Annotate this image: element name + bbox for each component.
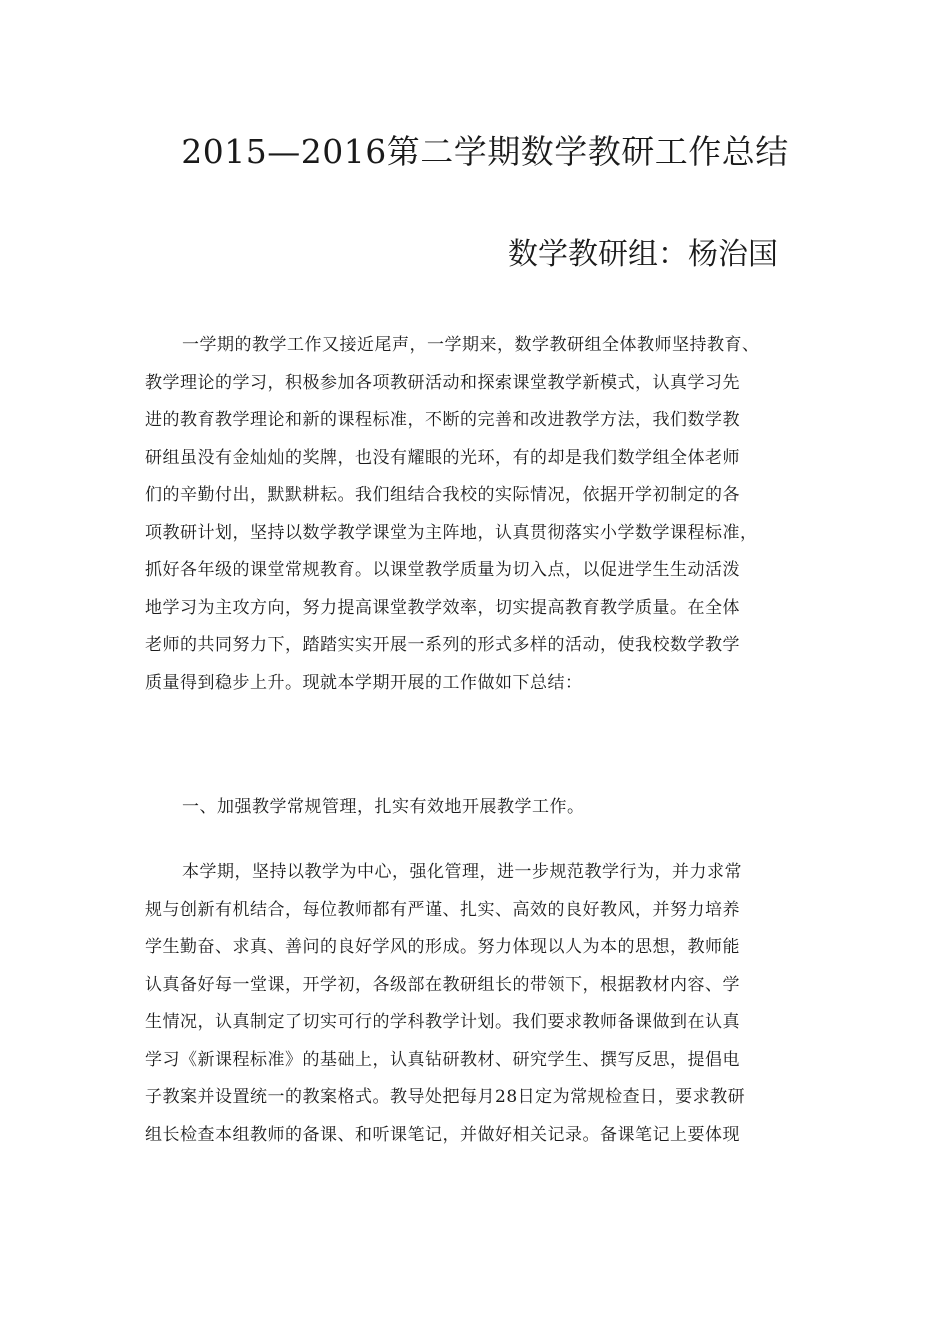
- text-line: 们的辛勤付出，默默耕耘。我们组结合我校的实际情况，依据开学初制定的各: [145, 485, 740, 505]
- paragraph-section-1: [145, 854, 805, 1154]
- text-line: 一学期的教学工作又接近尾声，一学期来，数学教研组全体教师坚持教育、: [182, 335, 760, 355]
- text-line: 生情况，认真制定了切实可行的学科教学计划。我们要求教师备课做到在认真: [145, 1012, 740, 1032]
- text-line: 认真备好每一堂课，开学初，各级部在教研组长的带领下，根据教材内容、学: [145, 974, 740, 995]
- text-line: 老师的共同努力下，踏踏实实开展一系列的形式多样的活动，使我校数学教学: [145, 635, 740, 655]
- paragraph-intro: [145, 327, 805, 702]
- text-line: 项教研计划，坚持以数学教学课堂为主阵地，认真贯彻落实小学数学课程标准，: [145, 522, 758, 543]
- text-line: 地学习为主攻方向，努力提高课堂教学效率，切实提高教育教学质量。在全体: [145, 597, 740, 618]
- text-line: 规与创新有机结合，每位教师都有严谨、扎实、高效的良好教风，并努力培养: [145, 899, 740, 920]
- text-line: 教学理论的学习，积极参加各项教研活动和探索课堂教学新模式，认真学习先: [145, 372, 740, 393]
- section-heading-text: 一、加强教学常规管理，扎实有效地开展教学工作。: [182, 797, 585, 817]
- text-line: 组长检查本组教师的备课、和听课笔记，并做好相关记录。备课笔记上要体现: [145, 1124, 740, 1145]
- text-line: 本学期，坚持以教学为中心，强化管理，进一步规范教学行为，并力求常: [182, 862, 742, 882]
- text-line: 进的教育教学理论和新的课程标准，不断的完善和改进教学方法，我们数学教: [145, 410, 740, 430]
- text-line: 质量得到稳步上升。现就本学期开展的工作做如下总结：: [145, 672, 583, 693]
- text-line: 抓好各年级的课堂常规教育。以课堂教学质量为切入点，以促进学生生动活泼: [145, 560, 740, 580]
- text-line: 子教案并设置统一的教案格式。教导处把每月28日定为常规检查日，要求教研: [145, 1087, 746, 1107]
- text-line: 研组虽没有金灿灿的奖牌，也没有耀眼的光环，有的却是我们数学组全体老师: [145, 447, 740, 468]
- document-title: 2015—2016第二学期数学教研工作总结: [181, 132, 789, 171]
- author-line: 数学教研组：杨治国: [508, 237, 778, 272]
- text-line: 学生勤奋、求真、善问的良好学风的形成。努力体现以人为本的思想，教师能: [145, 937, 740, 957]
- text-line: 学习《新课程标准》的基础上，认真钻研教材、研究学生、撰写反思，提倡电: [145, 1049, 740, 1070]
- section-heading-1: [145, 789, 805, 827]
